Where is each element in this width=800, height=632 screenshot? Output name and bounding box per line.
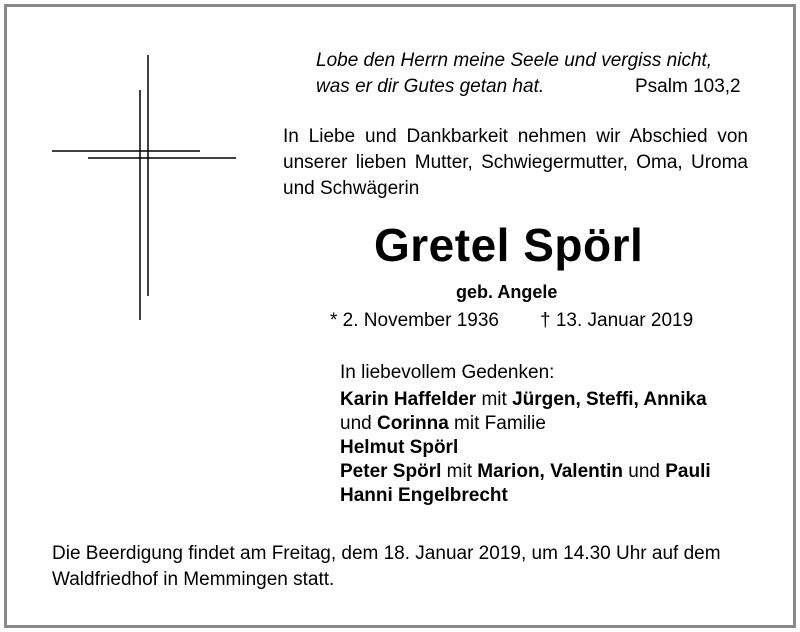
birth-date: * 2. November 1936: [330, 310, 499, 331]
deceased-name: Gretel Spörl: [374, 219, 644, 271]
psalm-line-1: Lobe den Herrn meine Seele und vergiss nicht,: [316, 50, 713, 71]
psalm-line-2: was er dir Gutes getan hat.: [316, 76, 545, 97]
mourner-line-4: Peter Spörl mit Marion, Valentin und Pauli: [340, 461, 711, 482]
mourner-line-3: Helmut Spörl: [340, 437, 459, 458]
intro-text: In Liebe und Dankbarkeit nehmen wir Abschied von unserer lieben Mutter, Schwiegermutter, Oma, Uroma und Schwägerin: [283, 126, 748, 199]
mourner-line-2: und Corinna mit Familie: [340, 413, 546, 434]
funeral-notice: Die Beerdigung findet am Freitag, dem 18. Januar 2019, um 14.30 Uhr auf dem Waldfriedhof in Memmingen statt.: [52, 543, 721, 590]
maiden-name: geb. Angele: [456, 282, 558, 302]
mourner-line-1: Karin Haffelder mit Jürgen, Steffi, Annika: [340, 389, 707, 410]
mourner-line-5: Hanni Engelbrecht: [340, 485, 508, 506]
mourners-heading: In liebevollem Gedenken:: [340, 362, 555, 383]
psalm-reference: Psalm 103,2: [635, 76, 741, 97]
death-date: † 13. Januar 2019: [540, 310, 694, 331]
